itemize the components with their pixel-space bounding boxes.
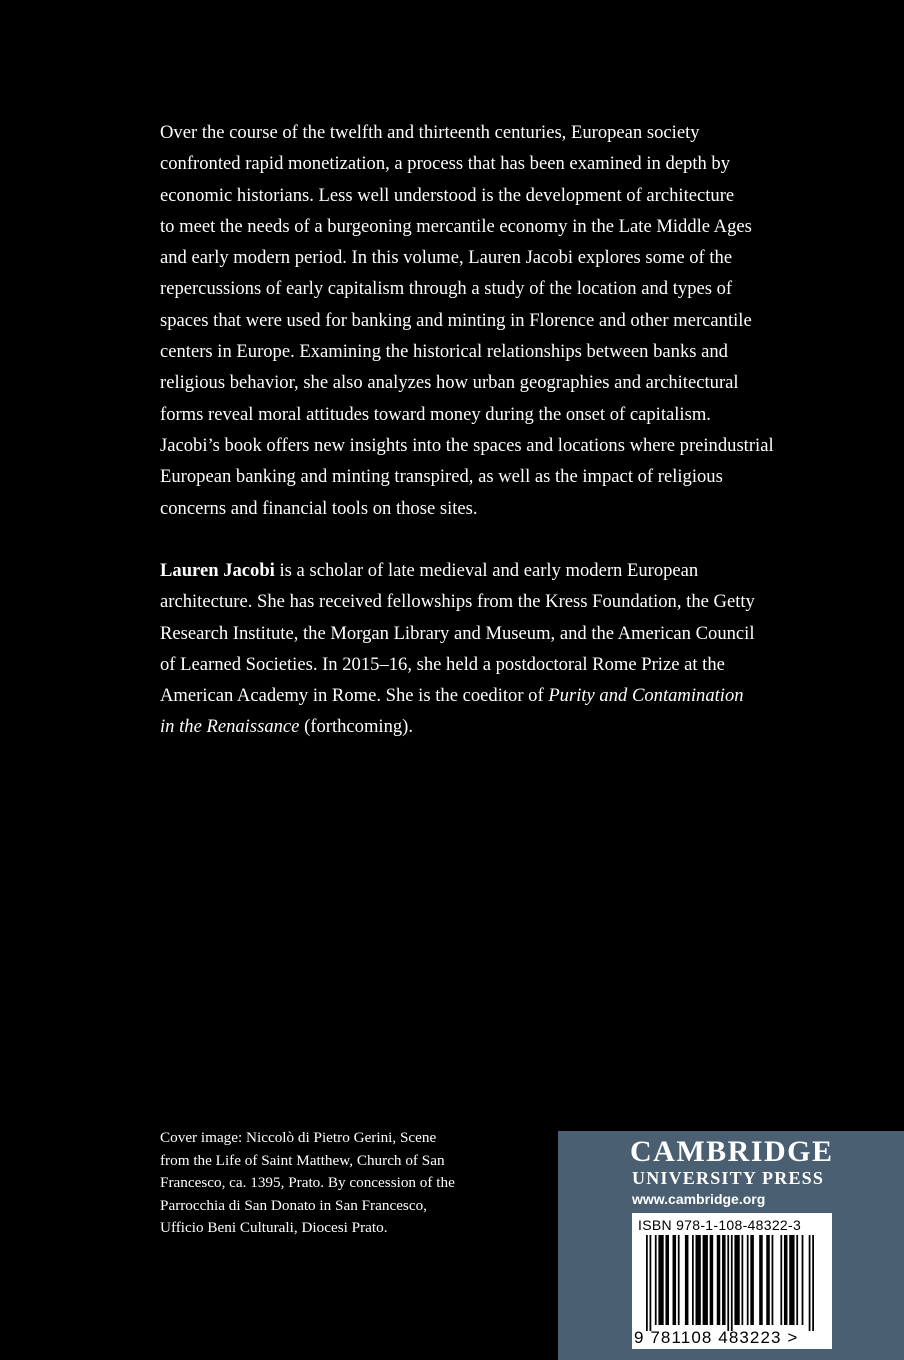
barcode-bar bbox=[658, 1235, 663, 1325]
author-bio bbox=[160, 555, 850, 743]
barcode-bar bbox=[717, 1235, 721, 1325]
barcode-bar bbox=[759, 1235, 763, 1325]
cover-image-credit bbox=[160, 1127, 540, 1240]
description-line: European banking and minting transpired, as well as the impact of religious bbox=[160, 466, 723, 488]
barcode-bar bbox=[784, 1235, 788, 1325]
barcode-bar bbox=[665, 1235, 669, 1325]
credit-line: from the Life of Saint Matthew, Church of San bbox=[160, 1151, 445, 1169]
bio-text: American Academy in Rome. She is the coeditor of bbox=[160, 685, 549, 707]
barcode-bar bbox=[789, 1235, 794, 1325]
barcode-digits: 9 781108 483223 > bbox=[634, 1328, 799, 1347]
bio-line: Research Institute, the Morgan Library and Museum, and the American Council bbox=[160, 622, 755, 644]
barcode-bar bbox=[710, 1235, 714, 1325]
description-line: to meet the needs of a burgeoning mercantile economy in the Late Middle Ages bbox=[160, 215, 752, 237]
publisher-subtitle: UNIVERSITY PRESS bbox=[632, 1168, 825, 1188]
barcode-bar bbox=[703, 1235, 708, 1325]
bio-line: of Learned Societies. In 2015–16, she held a postdoctoral Rome Prize at the bbox=[160, 653, 725, 675]
barcode-bar bbox=[678, 1235, 680, 1325]
book-description bbox=[160, 117, 850, 524]
barcode-bar bbox=[685, 1235, 689, 1325]
description-line: centers in Europe. Examining the historical relationships between banks and bbox=[160, 341, 728, 363]
description-line: Over the course of the twelfth and thirteenth centuries, European society bbox=[160, 122, 700, 143]
description-line: spaces that were used for banking and minting in Florence and other mercantile bbox=[160, 309, 752, 331]
book-title-italic: in the Renaissance bbox=[160, 716, 300, 738]
description-line: economic historians. Less well understood is the development of architecture bbox=[160, 184, 735, 206]
barcode-bar bbox=[741, 1235, 743, 1325]
author-name: Lauren Jacobi bbox=[160, 560, 275, 581]
description-line: religious behavior, she also analyzes how urban geographies and architectural bbox=[160, 372, 739, 394]
barcode-bar bbox=[673, 1235, 677, 1325]
barcode-icon bbox=[632, 1235, 832, 1331]
barcode-bar bbox=[772, 1235, 774, 1325]
barcode-bar bbox=[731, 1235, 733, 1331]
bio-line bbox=[160, 555, 850, 586]
description-line: confronted rapid monetization, a process that has been examined in depth by bbox=[160, 153, 731, 175]
credit-line: Parrocchia di San Donato in San Francesco, bbox=[160, 1196, 427, 1214]
barcode-bar bbox=[692, 1235, 694, 1325]
barcode-bar bbox=[650, 1235, 652, 1331]
credit-line: Cover image: Niccolò di Pietro Gerini, Scene bbox=[160, 1129, 437, 1146]
barcode-bar bbox=[722, 1235, 726, 1325]
barcode-bar bbox=[727, 1235, 729, 1331]
barcode-bar bbox=[696, 1235, 701, 1325]
isbn-label: ISBN 978-1-108-48322-3 bbox=[638, 1217, 802, 1233]
barcode-bar bbox=[802, 1235, 804, 1325]
publisher-name: CAMBRIDGE bbox=[630, 1135, 834, 1168]
barcode-bar bbox=[750, 1235, 754, 1325]
barcode-panel bbox=[632, 1213, 832, 1349]
barcode-bar bbox=[655, 1235, 657, 1325]
barcode-bar bbox=[796, 1235, 798, 1325]
bio-line: architecture. She has received fellowships from the Kress Foundation, the Getty bbox=[160, 591, 755, 613]
barcode-bar bbox=[747, 1235, 749, 1325]
bio-line bbox=[160, 711, 850, 742]
bio-line bbox=[160, 680, 850, 711]
publisher-panel bbox=[558, 1131, 904, 1360]
description-line: Jacobi’s book offers new insights into the spaces and locations where preindustrial bbox=[160, 434, 774, 456]
barcode-bar bbox=[766, 1235, 770, 1325]
barcode-bar bbox=[734, 1235, 739, 1325]
publisher-url: www.cambridge.org bbox=[632, 1191, 766, 1207]
barcode-bar bbox=[646, 1235, 648, 1331]
description-line: repercussions of early capitalism through a study of the location and types of bbox=[160, 278, 733, 300]
barcode-bar bbox=[812, 1235, 814, 1331]
bio-text: (forthcoming). bbox=[299, 716, 414, 738]
description-line: and early modern period. In this volume, Lauren Jacobi explores some of the bbox=[160, 247, 733, 269]
credit-line: Francesco, ca. 1395, Prato. By concession of the bbox=[160, 1174, 455, 1191]
book-title-italic: Purity and Contamination bbox=[548, 685, 744, 707]
bio-text: is a scholar of late medieval and early modern European bbox=[274, 560, 699, 581]
barcode-bar bbox=[809, 1235, 811, 1331]
description-line: forms reveal moral attitudes toward money during the onset of capitalism. bbox=[160, 403, 711, 425]
description-line: concerns and financial tools on those sites. bbox=[160, 497, 478, 519]
barcode-bar bbox=[780, 1235, 782, 1325]
credit-line: Ufficio Beni Culturali, Diocesi Prato. bbox=[160, 1219, 388, 1236]
